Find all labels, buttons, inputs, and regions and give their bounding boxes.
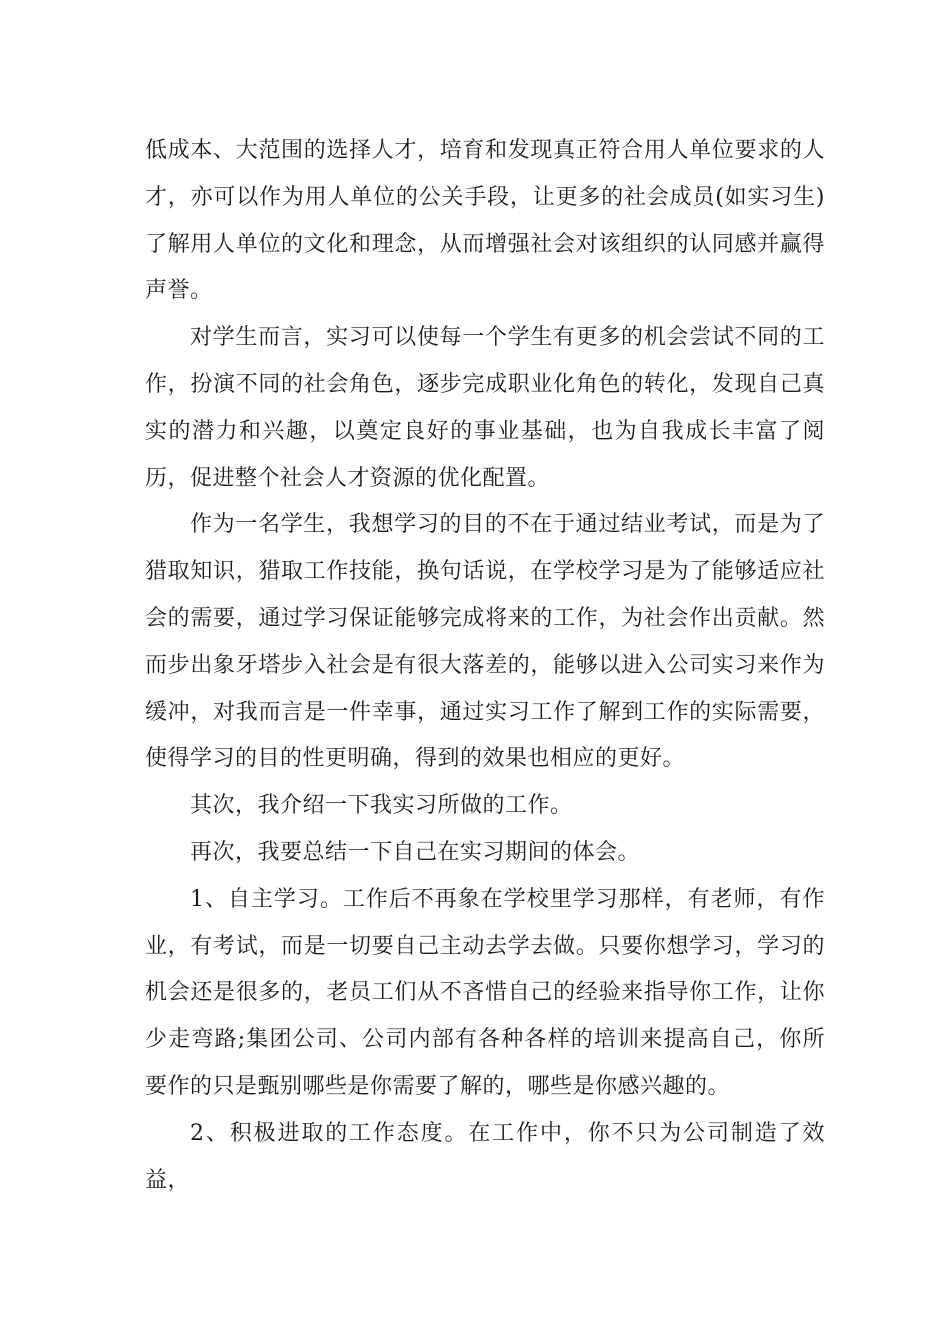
document-body — [145, 128, 825, 1204]
paragraph-student-perspective: 对学生而言，实习可以使每一个学生有更多的机会尝试不同的工作，扮演不同的社会角色，逐步完成职业化角色的转化，发现自己真实的潜力和兴趣，以奠定良好的事业基础，也为自我成长丰富了阅历，促进整个社会人才资源的优化配置。 — [145, 325, 825, 491]
paragraph-self-study: 1、自主学习。工作后不再象在学校里学习那样，有老师，有作业，有考试，而是一切要自己主动去学去做。只要你想学习，学习的机会还是很多的，老员工们从不吝惜自己的经验来指导你工作，让你少走弯路;集团公司、公司内部有各种各样的培训来提高自己，你所要作的只是甄别哪些是你需要了解的，哪些是你感兴趣的。 — [145, 886, 825, 1099]
paragraph-learning-purpose: 作为一名学生，我想学习的目的不在于通过结业考试，而是为了猎取知识，猎取工作技能，换句话说，在学校学习是为了能够适应社会的需要，通过学习保证能够完成将来的工作，为社会作出贡献。然而步出象牙塔步入社会是有很大落差的，能够以进入公司实习来作为缓冲，对我而言是一件幸事，通过实习工作了解到工作的实际需要，使得学习的目的性更明确，得到的效果也相应的更好。 — [145, 512, 825, 772]
paragraph-work-intro: 其次，我介绍一下我实习所做的工作。 — [190, 793, 573, 819]
paragraph-summary-intro: 再次，我要总结一下自己在实习期间的体会。 — [190, 839, 641, 865]
paragraph-continuation: 低成本、大范围的选择人才，培育和发现真正符合用人单位要求的人才，亦可以作为用人单位的公关手段，让更多的社会成员(如实习生)了解用人单位的文化和理念，从而增强社会对该组织的认同感并赢得声誉。 — [145, 138, 825, 304]
paragraph-work-attitude: 2、积极进取的工作态度。在工作中，你不只为公司制造了效益， — [145, 1120, 825, 1193]
